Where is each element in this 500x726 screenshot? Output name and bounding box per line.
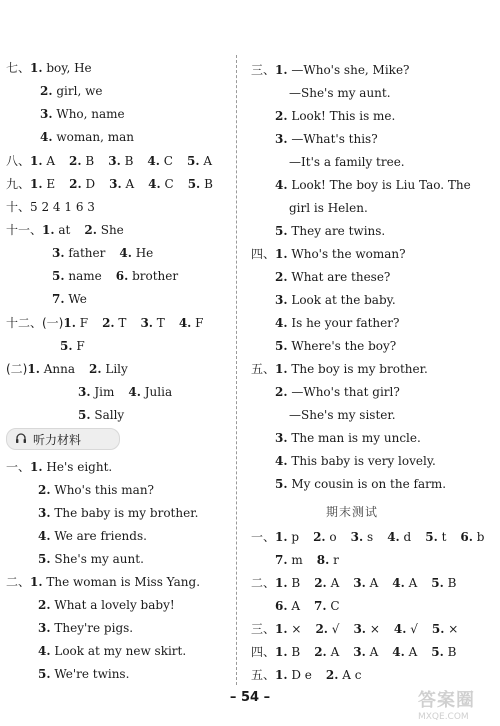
item-number: 3. bbox=[353, 645, 366, 659]
listening-material-tab bbox=[6, 428, 120, 450]
answer-text: brother bbox=[132, 269, 179, 283]
answer-line bbox=[275, 430, 421, 446]
answer-text: C bbox=[163, 154, 173, 168]
answer-text: —She's my sister. bbox=[289, 408, 396, 422]
answer-text: Lily bbox=[105, 362, 128, 376]
answer-line bbox=[289, 85, 391, 101]
question-marker: 十、 bbox=[6, 200, 31, 214]
answer-line bbox=[275, 223, 385, 239]
answer-text: Anna bbox=[43, 362, 76, 376]
answer-text: We're twins. bbox=[54, 667, 130, 681]
item-number: 5. bbox=[52, 269, 65, 283]
answer-text: E bbox=[46, 177, 56, 191]
answer-text: T bbox=[156, 316, 165, 330]
final-answer-line bbox=[251, 667, 361, 683]
answer-text: woman, man bbox=[56, 130, 135, 144]
listening-line bbox=[38, 620, 133, 636]
item-number: 5. bbox=[275, 339, 288, 353]
item-number: 7. bbox=[52, 292, 65, 306]
answer-text: r bbox=[333, 553, 339, 567]
answer-line bbox=[275, 177, 471, 193]
answer-text: 5 2 4 1 6 3 bbox=[30, 200, 95, 214]
answer-text: What a lovely baby! bbox=[54, 598, 175, 612]
answer-line bbox=[52, 245, 153, 261]
item-number: 3. bbox=[275, 431, 288, 445]
listening-line bbox=[38, 551, 144, 567]
item-number: 6. bbox=[115, 269, 129, 283]
item-number: 4. bbox=[148, 177, 161, 191]
item-number: 2. bbox=[38, 598, 51, 612]
item-number: 5. bbox=[431, 576, 444, 590]
listening-line bbox=[38, 643, 186, 659]
headphones-icon bbox=[15, 432, 27, 444]
answer-text: A bbox=[330, 576, 340, 590]
item-number: 4. bbox=[128, 385, 141, 399]
answer-text: She's my aunt. bbox=[54, 552, 144, 566]
answer-text: We are friends. bbox=[54, 529, 147, 543]
answer-line bbox=[6, 60, 92, 76]
answer-text: T bbox=[118, 316, 127, 330]
answer-line bbox=[40, 106, 125, 122]
answer-text: He's eight. bbox=[46, 460, 113, 474]
item-number: 4. bbox=[275, 178, 288, 192]
item-number: 1. bbox=[275, 530, 288, 544]
answer-text: This baby is very lovely. bbox=[291, 454, 436, 468]
item-number: 1. bbox=[275, 576, 288, 590]
answer-text: F bbox=[76, 339, 85, 353]
item-number: 6. bbox=[275, 599, 288, 613]
item-number: 4. bbox=[178, 316, 192, 330]
answer-text: at bbox=[58, 223, 71, 237]
item-number: 5. bbox=[38, 667, 51, 681]
question-marker: 三、 bbox=[251, 622, 276, 636]
item-number: 3. bbox=[140, 316, 153, 330]
answer-text: B bbox=[85, 154, 95, 168]
question-marker: 五、 bbox=[251, 362, 276, 376]
item-number: 1. bbox=[30, 177, 43, 191]
question-marker: 三、 bbox=[251, 63, 276, 77]
item-number: 5. bbox=[431, 645, 444, 659]
answer-text: —What's this? bbox=[291, 132, 378, 146]
item-number: 3. bbox=[38, 506, 51, 520]
answer-line bbox=[275, 292, 396, 308]
question-marker: 一、 bbox=[6, 460, 31, 474]
answer-text: Who's this man? bbox=[54, 483, 154, 497]
answer-text: father bbox=[68, 246, 106, 260]
answer-line bbox=[275, 108, 395, 124]
answer-text: D e bbox=[291, 668, 312, 682]
answer-text: A bbox=[203, 154, 212, 168]
item-number: 1. bbox=[275, 668, 288, 682]
answer-text: A bbox=[369, 645, 379, 659]
item-number: 3. bbox=[40, 107, 53, 121]
item-number: 1. bbox=[63, 316, 76, 330]
answer-text: Who, name bbox=[56, 107, 125, 121]
item-number: 4. bbox=[393, 622, 407, 636]
answer-text: F bbox=[79, 316, 89, 330]
item-number: 1. bbox=[275, 362, 288, 376]
item-number: 1. bbox=[30, 460, 43, 474]
answer-text: d bbox=[403, 530, 412, 544]
answer-text: √ bbox=[331, 622, 340, 636]
listening-line bbox=[38, 666, 129, 682]
item-number: 2. bbox=[40, 84, 53, 98]
answer-line bbox=[60, 338, 85, 354]
answer-line bbox=[275, 338, 396, 354]
answer-text: C bbox=[164, 177, 174, 191]
question-marker: 五、 bbox=[251, 668, 276, 682]
answer-text: boy, He bbox=[46, 61, 92, 75]
item-number: 7. bbox=[275, 553, 288, 567]
item-number: 2. bbox=[314, 645, 327, 659]
answer-text: B bbox=[204, 177, 213, 191]
answer-text: We bbox=[68, 292, 87, 306]
answer-line bbox=[275, 384, 400, 400]
item-number: 1. bbox=[27, 362, 40, 376]
final-test-title: 期末测试 bbox=[326, 505, 379, 519]
item-number: 4. bbox=[392, 576, 405, 590]
item-number: 2. bbox=[325, 668, 339, 682]
item-number: 2. bbox=[275, 109, 288, 123]
item-number: 3. bbox=[109, 177, 122, 191]
answer-text: What are these? bbox=[291, 270, 391, 284]
question-marker: 四、 bbox=[251, 247, 276, 261]
listening-line bbox=[38, 528, 147, 544]
answer-line bbox=[289, 200, 368, 216]
item-number: 3. bbox=[108, 154, 121, 168]
listening-line bbox=[38, 482, 154, 498]
item-number: 1. bbox=[42, 223, 55, 237]
page-number: – 54 – bbox=[229, 690, 271, 705]
answer-text: × bbox=[291, 622, 302, 636]
answer-text: Look! This is me. bbox=[291, 109, 396, 123]
item-number: 1. bbox=[30, 575, 43, 589]
question-marker: 九、 bbox=[6, 177, 31, 191]
answer-text: A bbox=[408, 576, 418, 590]
item-number: 5. bbox=[186, 154, 200, 168]
answer-line bbox=[78, 384, 172, 400]
item-number: 8. bbox=[316, 553, 330, 567]
question-marker: 一、 bbox=[251, 530, 276, 544]
answer-text: F bbox=[195, 316, 204, 330]
answer-text: Jim bbox=[94, 385, 115, 399]
answer-text: The boy is my brother. bbox=[291, 362, 428, 376]
answer-line bbox=[251, 361, 428, 377]
answer-text: Look at my new skirt. bbox=[54, 644, 187, 658]
item-number: 3. bbox=[353, 576, 366, 590]
question-marker: 四、 bbox=[251, 645, 276, 659]
answer-line bbox=[6, 315, 204, 331]
item-number: 3. bbox=[353, 622, 366, 636]
answer-text: C bbox=[330, 599, 340, 613]
item-number: 5. bbox=[187, 177, 201, 191]
answer-line bbox=[251, 246, 406, 262]
column-divider bbox=[236, 55, 237, 685]
answer-text: B bbox=[447, 645, 457, 659]
answer-text: A bbox=[330, 645, 340, 659]
answer-text: Sally bbox=[94, 408, 125, 422]
answer-text: p bbox=[291, 530, 300, 544]
item-number: 5. bbox=[38, 552, 51, 566]
item-number: 4. bbox=[119, 246, 132, 260]
question-marker: 二、 bbox=[6, 575, 31, 589]
answer-text: The man is my uncle. bbox=[291, 431, 421, 445]
answer-text: B bbox=[447, 576, 457, 590]
answer-text: s bbox=[367, 530, 374, 544]
answer-line bbox=[275, 131, 378, 147]
answer-line bbox=[289, 407, 396, 423]
item-number: 1. bbox=[30, 154, 43, 168]
final-answer-line bbox=[275, 598, 340, 614]
answer-line bbox=[6, 176, 213, 192]
answer-line bbox=[40, 129, 134, 145]
item-number: 4. bbox=[38, 644, 51, 658]
question-marker: (二) bbox=[6, 362, 28, 376]
answer-text: A bbox=[408, 645, 418, 659]
item-number: 3. bbox=[275, 132, 288, 146]
item-number: 2. bbox=[315, 622, 328, 636]
item-number: 4. bbox=[387, 530, 400, 544]
item-number: 1. bbox=[275, 645, 288, 659]
answer-text: A bbox=[46, 154, 56, 168]
question-marker: 二、 bbox=[251, 576, 276, 590]
item-number: 4. bbox=[275, 316, 288, 330]
item-number: 2. bbox=[84, 223, 97, 237]
listening-line bbox=[38, 505, 198, 521]
answer-line bbox=[289, 154, 405, 170]
answer-text: × bbox=[448, 622, 459, 636]
answer-text: m bbox=[291, 553, 303, 567]
answer-text: My cousin is on the farm. bbox=[291, 477, 447, 491]
answer-line bbox=[40, 83, 102, 99]
item-number: 7. bbox=[314, 599, 327, 613]
item-number: 5. bbox=[275, 477, 288, 491]
answer-text: He bbox=[135, 246, 154, 260]
answer-text: Where's the boy? bbox=[291, 339, 397, 353]
question-marker: 八、 bbox=[6, 154, 31, 168]
item-number: 2. bbox=[275, 385, 288, 399]
answer-text: The baby is my brother. bbox=[54, 506, 199, 520]
final-answer-line bbox=[275, 552, 339, 568]
answer-text: b bbox=[476, 530, 485, 544]
final-answer-line bbox=[251, 621, 458, 637]
watermark-logo: 答案圈 MXQE.COM bbox=[418, 690, 475, 722]
answer-text: × bbox=[369, 622, 380, 636]
item-number: 4. bbox=[275, 454, 288, 468]
answer-text: √ bbox=[410, 622, 418, 636]
answer-text: girl, we bbox=[56, 84, 103, 98]
item-number: 3. bbox=[350, 530, 364, 544]
item-number: 2. bbox=[313, 530, 326, 544]
item-number: 4. bbox=[40, 130, 53, 144]
answer-text: t bbox=[441, 530, 447, 544]
answer-text: Look at the baby. bbox=[291, 293, 396, 307]
answer-text: Look! The boy is Liu Tao. The bbox=[291, 178, 471, 192]
item-number: 3. bbox=[275, 293, 288, 307]
answer-line bbox=[6, 199, 95, 215]
answer-line bbox=[6, 222, 124, 238]
answer-text: Who's the woman? bbox=[291, 247, 406, 261]
item-number: 2. bbox=[89, 362, 102, 376]
item-number: 5. bbox=[60, 339, 73, 353]
item-number: 1. bbox=[275, 63, 288, 77]
item-number: 4. bbox=[38, 529, 51, 543]
answer-text: A bbox=[125, 177, 135, 191]
answer-text: B bbox=[291, 576, 301, 590]
answer-line bbox=[251, 62, 409, 78]
answer-line bbox=[275, 269, 390, 285]
answer-line bbox=[78, 407, 124, 423]
answer-text: A bbox=[369, 576, 379, 590]
item-number: 6. bbox=[460, 530, 473, 544]
answer-text: D bbox=[85, 177, 96, 191]
item-number: 5. bbox=[275, 224, 288, 238]
answer-line bbox=[6, 153, 212, 169]
answer-line bbox=[52, 268, 178, 284]
answer-text: —She's my aunt. bbox=[289, 86, 391, 100]
item-number: 2. bbox=[69, 177, 82, 191]
answer-text: Is he your father? bbox=[291, 316, 400, 330]
item-number: 3. bbox=[78, 385, 91, 399]
item-number: 1. bbox=[275, 622, 288, 636]
answer-line bbox=[275, 476, 446, 492]
item-number: 2. bbox=[314, 576, 327, 590]
item-number: 5. bbox=[78, 408, 91, 422]
item-number: 4. bbox=[147, 154, 160, 168]
item-number: 4. bbox=[392, 645, 405, 659]
item-number: 2. bbox=[38, 483, 51, 497]
item-number: 5. bbox=[425, 530, 438, 544]
final-answer-line bbox=[251, 644, 456, 660]
answer-line bbox=[275, 315, 399, 331]
question-marker: 十二、(一) bbox=[6, 316, 64, 330]
answer-text: —It's a family tree. bbox=[289, 155, 405, 169]
question-marker: 十一、 bbox=[6, 223, 43, 237]
answer-text: B bbox=[124, 154, 134, 168]
answer-text: The woman is Miss Yang. bbox=[46, 575, 201, 589]
listening-line bbox=[6, 574, 200, 590]
item-number: 3. bbox=[38, 621, 51, 635]
answer-text: girl is Helen. bbox=[289, 201, 368, 215]
item-number: 2. bbox=[102, 316, 115, 330]
answer-text: o bbox=[329, 530, 337, 544]
final-answer-line bbox=[251, 575, 456, 591]
answer-text: A c bbox=[342, 668, 362, 682]
answer-line bbox=[275, 453, 436, 469]
answer-text: A bbox=[291, 599, 301, 613]
answer-text: They're pigs. bbox=[54, 621, 134, 635]
item-number: 5. bbox=[431, 622, 445, 636]
answer-text: She bbox=[100, 223, 124, 237]
item-number: 2. bbox=[69, 154, 82, 168]
question-marker: 七、 bbox=[6, 61, 31, 75]
answer-text: Julia bbox=[144, 385, 173, 399]
answer-text: B bbox=[291, 645, 301, 659]
answer-text: —Who's that girl? bbox=[291, 385, 400, 399]
answer-line bbox=[6, 361, 128, 377]
answer-text: They are twins. bbox=[291, 224, 386, 238]
answer-text: name bbox=[68, 269, 102, 283]
listening-line bbox=[38, 597, 175, 613]
final-answer-line bbox=[251, 529, 484, 545]
listening-material-label: 听力材料 bbox=[33, 433, 82, 447]
answer-line bbox=[52, 291, 87, 307]
item-number: 1. bbox=[275, 247, 288, 261]
item-number: 2. bbox=[275, 270, 288, 284]
answer-text: —Who's she, Mike? bbox=[291, 63, 410, 77]
item-number: 1. bbox=[30, 61, 43, 75]
listening-line bbox=[6, 459, 112, 475]
item-number: 3. bbox=[52, 246, 65, 260]
